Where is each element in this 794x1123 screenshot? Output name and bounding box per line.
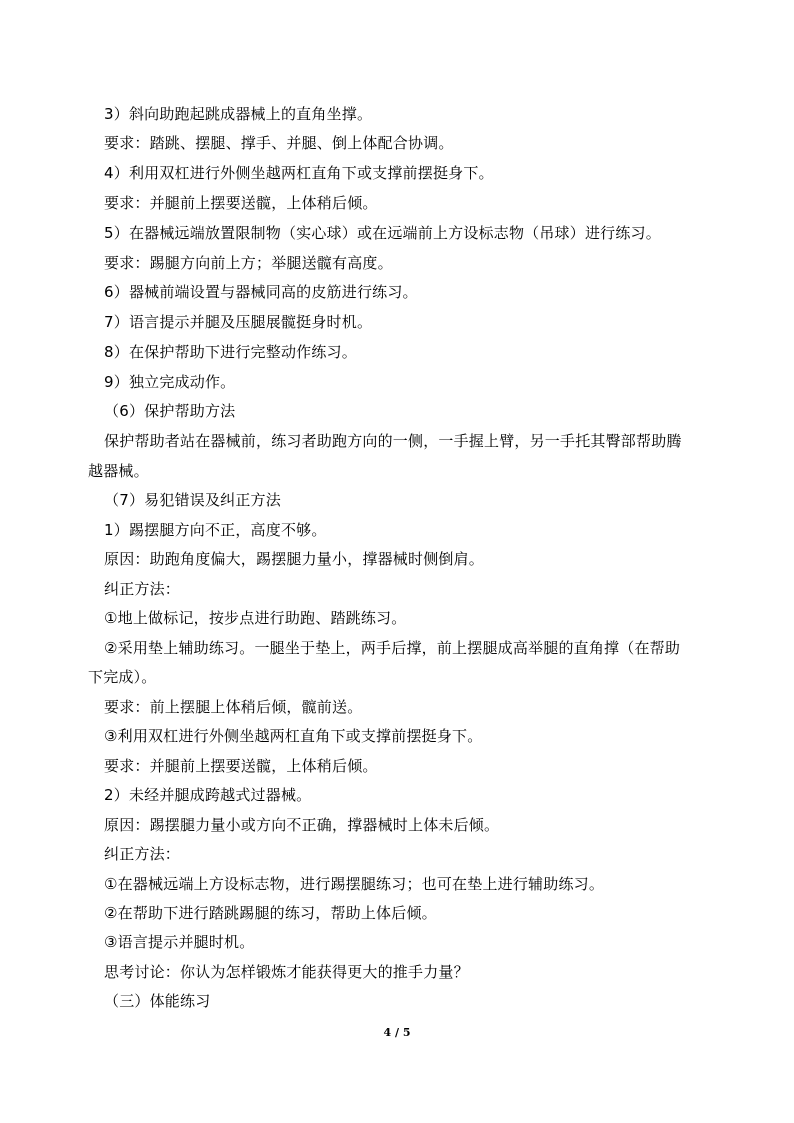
text-line: 7）语言提示并腿及压腿展髋挺身时机。 [104, 313, 373, 331]
text-line: 下完成）。 [88, 668, 157, 686]
text-line: 8）在保护帮助下进行完整动作练习。 [104, 343, 357, 361]
text-line: 4）利用双杠进行外侧坐越两杠直角下或支撑前摆挺身下。 [104, 164, 494, 182]
page-number: 4 / 5 [383, 1026, 411, 1039]
text-line: 2）未经并腿成跨越式过器械。 [104, 786, 312, 804]
text-line: 要求：前上摆腿上体稍后倾，髋前送。 [104, 698, 363, 716]
text-line: 思考讨论：你认为怎样锻炼才能获得更大的推手力量？ [104, 963, 469, 981]
text-line: ①地上做标记，按步点进行助跑、踏跳练习。 [104, 609, 407, 627]
text-line: 要求：并腿前上摆要送髋，上体稍后倾。 [104, 757, 378, 775]
text-line: 纠正方法： [104, 580, 181, 598]
text-line: ③利用双杠进行外侧坐越两杠直角下或支撑前摆挺身下。 [104, 727, 483, 745]
text-line: 6）器械前端设置与器械同高的皮筋进行练习。 [104, 283, 418, 301]
text-line: ②采用垫上辅助练习。一腿坐于垫上，两手后撑，前上摆腿成高举腿的直角撑（在帮助 [104, 639, 681, 657]
text-line: 5）在器械远端放置限制物（实心球）或在远端前上方设标志物（吊球）进行练习。 [104, 224, 661, 242]
text-line: 越器械。 [88, 462, 149, 480]
text-line: 保护帮助者站在器械前，练习者助跑方向的一侧，一手握上臂，另一手托其臀部帮助腾 [104, 432, 682, 450]
text-line: ③语言提示并腿时机。 [104, 933, 255, 951]
text-line: 1）踢摆腿方向不正，高度不够。 [104, 521, 327, 539]
text-line: 9）独立完成动作。 [104, 373, 236, 391]
section-heading: （7）易犯错误及纠正方法 [104, 491, 281, 509]
text-line: 3）斜向助跑起跳成器械上的直角坐撑。 [104, 105, 373, 123]
section-heading: （三）体能练习 [104, 992, 211, 1010]
text-line: ①在器械远端上方设标志物，进行踢摆腿练习；也可在垫上进行辅助练习。 [104, 875, 605, 893]
text-line: 要求：并腿前上摆要送髋，上体稍后倾。 [104, 194, 378, 212]
text-line: 原因：踢摆腿力量小或方向不正确，撑器械时上体未后倾。 [104, 816, 500, 834]
text-line: 要求：踢腿方向前上方；举腿送髋有高度。 [104, 254, 393, 272]
text-line: 要求：踏跳、摆腿、撑手、并腿、倒上体配合协调。 [104, 134, 454, 152]
text-line: ②在帮助下进行踏跳踢腿的练习，帮助上体后倾。 [104, 904, 437, 922]
section-heading: （6）保护帮助方法 [104, 402, 236, 420]
text-line: 原因：助跑角度偏大，踢摆腿力量小，撑器械时侧倒肩。 [104, 550, 485, 568]
text-line: 纠正方法： [104, 845, 181, 863]
